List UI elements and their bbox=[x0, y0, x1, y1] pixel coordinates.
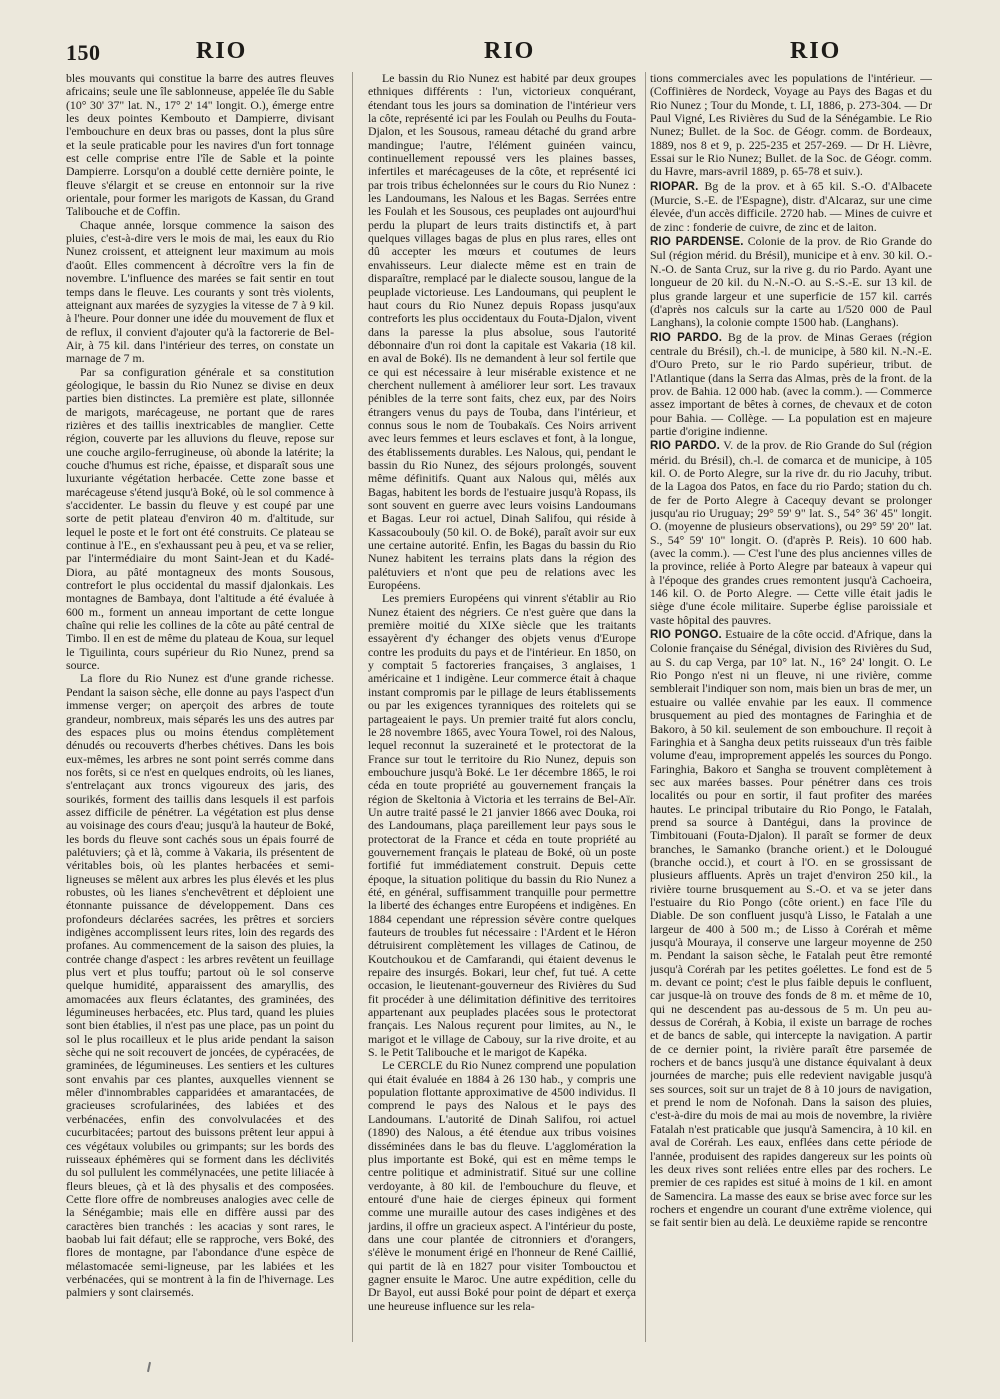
column-3 bbox=[650, 72, 932, 1352]
entry-headword: RIO PARDO. bbox=[650, 331, 723, 344]
running-head-right: RIO bbox=[790, 38, 842, 64]
entry-rio-pardo-rio-grande bbox=[650, 439, 932, 627]
column-1 bbox=[66, 72, 334, 1352]
entry-text: Bg de la prov. et à 65 kil. S.-O. d'Albacete (Murcie, S.-E. de l'Espagne), distr. d'Alcaraz, sur une cime élevée, d'un accès difficile. 2720 hab. — Mines de cuivre et de zinc : fonderie de cuivre, de zinc et de laiton. bbox=[650, 178, 932, 234]
entry-text: Colonie de la prov. de Rio Grande do Sul (région mérid. du Brésil), municipe et à env. 30 kil. O.-N.-O. de Santa Cruz, sur la rive g. du rio Pardo. Ayant une longueur de 20 kil. du N.-N.-O. au S.-S.-E. sur 13 kil. de plus grande largeur et une superficie de 157 kil. carrés (d'après nos calculs sur la carte au 1/520 000 de Paul Langhans), la colonie compte 1500 hab. (Langhans). bbox=[650, 234, 932, 330]
running-head-center: RIO bbox=[484, 38, 536, 64]
entry-headword: RIO PONGO. bbox=[650, 629, 722, 642]
column-divider bbox=[645, 72, 646, 1342]
entry-text: Bg de la prov. de Minas Geraes (région centrale du Brésil), ch.-l. de municipe, à 580 kil. N.-N.-E. d'Ouro Preto, sur le rio Pardo supérieur, tribut. de l'Atlantique (dans la Serra das Almas, près de la front. de la prov. de Bahia. 12 000 hab. (avec la comm.). — Commerce assez important de bêtes à cornes, de chevaux et de coton pour Bahia. — Collège. — La population est en majeure partie d'origine indienne. bbox=[650, 329, 932, 438]
column-divider bbox=[352, 72, 353, 1342]
paragraph: Chaque année, lorsque commence la saison des pluies, c'est-à-dire vers le mois de mai, les eaux du Rio Nunez croissent, et atteignent leur maximum au mois d'août. Elles commencent à décroître vers la fin de novembre. L'influence des marées se fait sentir en tout temps dans le fleuve. Les courants y sont très violents, atteignant aux marées de syzygies la vitesse de 7 à 9 kil. à l'heure. Pour donner une idée du mouvement de flux et de reflux, il convient d'ajouter qu'à la factorerie de Bel-Air, à 75 kil. dans l'intérieur des terres, on constate un marnage de 7 m. bbox=[66, 217, 334, 366]
entry-rio-pongo bbox=[650, 628, 932, 1229]
paragraph: Les premiers Européens qui vinrent s'établir au Rio Nunez étaient des négriers. Ce n'est guère que dans la première moitié du XIXe siècle que les traitants essayèrent d'y échanger des objets venus d'Europe contre les produits du pays et de l'intérieur. En 1850, on y comptait 5 factoreries françaises, 3 anglaises, 1 américaine et 1 indigène. Leur commerce était à chaque instant compromis par le pillage de leurs établissements ou par les exigences tyranniques des roitelets qui se partageaient le pays. Un premier traité fut alors conclu, le 28 novembre 1865, avec Youra Towel, roi des Nalous, lequel reconnut la suzeraineté et le protectorat de la France sur tout le territoire du Rio Nunez, depuis son embouchure jusqu'à Boké. Le 1er décembre 1865, le roi céda en toute propriété au gouvernement français la région de Skeltonia à Victoria et les terrains de Bel-Aïr. Un autre traité passé le 21 janvier 1866 avec Douka, roi des Landoumans, plaça pareillement leur pays sous le protectorat de la France et céda en toute propriété au gouvernement français le plateau de Boké, où un poste fortifié fut immédiatement construit. Depuis cette époque, la situation politique du bassin du Rio Nunez a été, en général, suffisamment tranquille pour permettre la liberté des échanges entre Européens et indigènes. En 1884 cependant une répression sévère contre quelques fauteurs de troubles fut nécessaire : l'Ardent et le Héron détruisirent complètement les villages de Catinou, de Koutchoukou et de Camfarandi, qui étaient devenus le repaire des insurgés. Bokari, leur chef, fut tué. A cette occasion, le lieutenant-gouverneur des Rivières du Sud fit procéder à une délimitation définitive des territoires appartenant aux peuplades placées sous le protectorat français. Les Nalous reçurent pour limites, au N., le marigot et le village de Cabouy, sur la rive droite, et au S. le Petit Talibouche et le marigot de Kapéka. bbox=[368, 591, 636, 1060]
stray-pencil-mark bbox=[147, 1362, 151, 1372]
paragraph: Le CERCLE du Rio Nunez comprend une population qui était évaluée en 1884 à 26 130 hab., y compris une population flottante approximative de 4500 individus. Il comprend le pays des Nalous et le pays des Landoumans. L'autorité de Dinah Salifou, roi actuel (1890) des Nalous, a été étendue aux tribus voisines disséminées dans le bas du fleuve. L'agglomération la plus importante est Boké, qui est en même temps le centre politique et administratif. Situé sur une colline verdoyante, à 80 kil. de l'embouchure du fleuve, et entouré d'une haie de cierges épineux qui forment comme une muraille autour des cases indigènes et des jardins, il offre un gracieux aspect. A l'intérieur du poste, dans une cour plantée de citronniers et d'orangers, s'élève le monument érigé en l'honneur de René Caillié, qui partit de là en 1827 pour visiter Tombouctou et gagner ensuite le Maroc. Une autre expédition, celle du Dr Bayol, eut aussi Boké pour point de départ et exerça une heureuse influence sur les rela- bbox=[368, 1058, 636, 1313]
entry-headword: RIO PARDO. bbox=[650, 440, 720, 453]
entry-riopar bbox=[650, 180, 932, 234]
running-head-left: RIO bbox=[196, 38, 248, 64]
entry-rio-pardo-minas bbox=[650, 331, 932, 439]
paragraph: Le bassin du Rio Nunez est habité par deux groupes ethniques différents : l'un, victorieux conquérant, étendant tous les jours sa domination de l'intérieur vers la côte, représenté ici par les Foulah ou Peulhs du Fouta-Djalon, et les Sousous, rameau détaché du grand arbre mandingue; l'autre, l'élément guinéen vaincu, continuellement repoussé vers les plaines basses, infertiles et marécageuses de la côte, et représenté ici par trois tribus échelonnées sur le cours du Rio Nunez : les Landoumans, les Nalous et les Bagas. Serrées entre les Foulah et les Sousous, ces peuplades ont aujourd'hui perdu la plupart de leurs traits distinctifs et, à part quelques villages bagas de plus en plus rares, elles ont dû accepter les mœurs et coutumes de leurs envahisseurs. Leur dialecte même est en train de disparaître, remplacé par le dialecte sousou, langue de la peuplade victorieuse. Les Landoumans, qui peuplent le haut cours du Rio Nunez depuis Ropass jusqu'aux contreforts les plus occidentaux du Fouta-Djalon, vivent dans la paresse la plus absolue, sous l'autorité débonnaire d'un roi dont la capitale est Vakaria (18 kil. en aval de Boké). Ils ne demandent à leur sol fertile que ce qui est nécessaire à leur misérable existence et ne cherchent nullement à améliorer leur sort. Les travaux pénibles de la terre sont faits, chez eux, par des Noirs étrangers venus du pays de Touba, dans l'intérieur, et connus sous le nom de Toubakaïs. Ces Noirs arrivent avec leurs femmes et leurs esclaves et font, à la longue, des établissements durables. Les Nalous, qui, pendant le bassin du Rio Nunez, des séjours prolongés, souvent même définitifs. Quant aux Nalous qui, mêlés aux Bagas, habitent les bords de l'estuaire jusqu'à Ropass, ils sont souvent en guerre avec leurs voisins Landoumans et Bagas. Leur roi actuel, Dinah Salifou, qui réside à Kassacoubouly (50 kil. O. de Boké), paraît avoir sur eux une certaine autorité. Enfin, les Bagas du bassin du Rio Nunez habitent les terrains plats dans la région des palétuviers et n'ont que peu de relations avec les Européens. bbox=[368, 72, 636, 593]
entry-text: V. de la prov. de Rio Grande do Sul (région mérid. du Brésil), ch.-l. de comarca et de municipe, à 105 kil. O. de Porto Alegre, sur la rive dr. du rio Jacuhy, tribut. de la Lagoa dos Patos, en face du rio Pardo; station du ch. de fer de Porto Alegre à Cacequy devant se prolonger jusqu'au rio Uruguay; 29° 59' 9" lat. S., 54° 36' 45" longit. O. (moyenne de plusieurs observations), ou 29° 59' 20" lat. S., 54° 59' 10" longit. O. (d'après P. Reis). 10 600 hab. (avec la comm.). — C'est l'une des plus anciennes villes de la province, reliée à Porto Alegre par bateaux à vapeur qui à l'époque des grandes crues remontent jusqu'à Cachoeira, 146 kil. O. de Porto Alegre. — Cette ville était jadis le siège d'une école militaire. Superbe église paroissiale et vaste hôpital des pauvres. bbox=[650, 438, 932, 627]
paragraph: La flore du Rio Nunez est d'une grande richesse. Pendant la saison sèche, elle donne au pays l'aspect d'un immense verger; on aperçoit des arbres de toute grandeur, nombreux, mais séparés les uns des autres par des espaces plus ou moins étendus complètement dénudés ou recouverts d'herbes chétives. Dans les bois eux-mêmes, les arbres ne sont point serrés comme dans nos forêts, si ce n'est en quelques endroits, où les lianes, s'entrelaçant aux troncs vigoureux des jaris, des sourikés, forment des taillis dans lesquels il est parfois assez difficile de pénétrer. La végétation est plus dense au voisinage des cours d'eau; jusqu'à la hauteur de Boké, les bords du fleuve sont cachés sous un épais fourré de palétuviers; çà et là, comme à Vakaria, ils présentent de véritables bois, où les plantes herbacées et semi-ligneuses se mêlent aux arbres les plus élevés et les plus robustes, où les lianes s'enchevêtrent et déploient une étonnante puissance de développement. Dans ces profondeurs déclarées sacrées, les prêtres et sorciers indigènes accomplissent leurs rites, loin des regards des profanes. Au commencement de la saison des pluies, la contrée change d'aspect : les arbres revêtent un feuillage plus vert et plus touffu; partout où le sol conserve quelque humidité, apparaissent des amaryllis, des amomacées aux fleurs éclatantes, des graminées, des légumineuses herbacées, etc. Plus tard, quand les pluies sont bien établies, il n'est pas une place, pas un point du sol le plus rocailleux et le plus aride pendant la saison sèche qui ne soit recouvert de joncées, de cypéracées, de graminées, de légumineuses. Les sentiers et les cultures sont envahis par ces plantes, auxquelles viennent se mêler d'innombrables capparidées et amarantacées, de gracieuses scrofularinées, des labiées et des verbénacées, enfin des convolvulacées et des cucurbitacées; partout des buissons prêtent leur appui à ces végétaux volubiles ou grimpants; sur les bords des ruisseaux éphémères qui se forment dans les déclivités du sol pullulent les commélynacées, une petite liliacée à fleurs bleues, çà et là des physalis et des composées. Cette flore offre de nombreuses analogies avec celle de la Sénégambie; mais elle en diffère aussi par des caractères bien tranchés : les acacias y sont rares, le baobab lui fait défaut; elle se rapproche, vers Boké, des flores de montagne, par l'abondance d'une espèce de mélastomacée semi-ligneuse, par les labiées et les verbénacées, qui se montrent à la fin de l'hivernage. Les palmiers y sont clairsemés. bbox=[66, 671, 334, 1300]
paragraph: bles mouvants qui constitue la barre des autres fleuves africains; seule une île sablonneuse, appelée île du Sable (10° 30' 37" lat. N., 17° 2' 14" longit. O.), émerge entre les deux pointes Kembouto et Dampierre, divisant l'embouchure en deux bras ou passes, dont la plus sûre et la seule praticable pour les navires d'un fort tonnage est celle comprise entre l'île de Sable et la pointe Dampierre. Lorsqu'on a doublé cette dernière pointe, le fleuve s'élargit et se creuse en entonnoir sur la rive orientale, pour former les marigots de Kassan, du Grand Talibouche et de Coffin. bbox=[66, 72, 334, 219]
entry-text: Estuaire de la côte occid. d'Afrique, dans la Colonie française du Sénégal, division des Rivières du Sud, au S. du cap Verga, par 10° lat. N., 16° 24' longit. O. Le Rio Pongo n'est ni un fleuve, ni une rivière, comme semblerait l'indiquer son nom, mais bien un bras de mer, un estuaire ou vallée envahie par les eaux. Il commence brusquement au pied des montagnes de Faringhia et de Bakoro, à 50 kil. seulement de son embouchure. Il reçoit à Faringhia et à Sangha deux petits ruisseaux d'un très faible volume d'eau, improprement appelés les sources du Pongo. Faringhia, Bakoro et Sangha se trouvent complètement à sec aux marées basses. Pour pénétrer dans ces trois localités ou pour en sortir, il faut profiter des marées hautes. Le principal tributaire du Rio Pongo, le Fatalah, prend sa source à Dantégui, dans la province de Timbitouani (Fouta-Djalon). Il paraît se former de deux branches, le Samanko (branche orient.) et le Dolougué (branche occid.), et court à l'O. en se grossissant de plusieurs affluents. Après un trajet d'environ 250 kil., la rivière tourne brusquement au S.-O. et va se jeter dans l'estuaire du Rio Pongo (côte orient.) en face l'île du Diable. De son confluent jusqu'à Lisso, le Fatalah a une largeur de 400 à 500 m.; de Lisso à Corérah et même jusqu'à Mouraya, il conserve une largeur moyenne de 250 m. Pendant la saison sèche, le Fatalah peut être remonté jusqu'à Corérah par les petites goélettes. Le fond est de 5 m. devant ce point; c'est le plus faible depuis le confluent, car jusque-là on trouve des fonds de 8 m. et même de 10, qui ne descendent pas au-dessous de 5 m. Un peu au-dessus de Corérah, à Kobia, il existe un barrage de roches et de bancs de sable, qui intercepte la navigation. A partir de ce dernier point, la rivière paraît être parsemée de rochers et de bancs jusqu'à une distance équivalant à deux journées de marche; puis elle redevient navigable jusqu'à ses sources, soit sur un trajet de 8 à 10 jours de navigation, et prend le nom de Nofonah. Dans la saison des pluies, c'est-à-dire du mois de mai au mois de novembre, la rivière Fatalah n'est praticable que jusqu'à Samencira, à 10 kil. en aval de Corérah. Les eaux, enflées dans cette période de l'année, produisent des rapides dangereux sur les points où les deux rives sont reliées entre elles par des rochers. Le premier de ces rapides est situé à moins de 1 kil. en amont de Samencira. La masse des eaux se brise avec force sur les rochers et engendre un courant d'une extrême violence, qui se fait sentir bien au delà. Le deuxième rapide se rencontre bbox=[650, 627, 932, 1230]
paragraph: Par sa configuration générale et sa constitution géologique, le bassin du Rio Nunez se divise en deux parties bien distinctes. La première est plate, sillonnée de marigots, marécageuse, ne portant que de rares rizières et des taillis inextricables de manglier. Cette région, couverte par les alluvions du fleuve, repose sur une couche argilo-ferrugineuse, où abonde la latérite; la couche d'humus est riche, épaisse, et disparaît sous une luxuriante végétation herbacée. Cette zone basse et marécageuse s'étend jusqu'à Boké, où le sol commence à s'accidenter. Le bassin du fleuve y est coupé par une sorte de petit plateau d'environ 40 m. d'altitude, sur lequel le poste et le fort ont été construits. Ce plateau se continue à l'E., en s'exhaussant peu à peu, et va se relier, par l'intermédiaire du mont Saint-Jean et du Kadé-Diora, au pâté montagneux des monts Sousous, contrefort le plus occidental du massif djalonkais. Les montagnes de Bambaya, dont l'altitude a été évaluée à 600 m., forment un anneau important de cette longue chaîne qui relie les collines de la côte au pâté central de Timbo. Il en est de même du plateau de Koua, sur lequel le Tiguilinta, cours supérieur du Rio Nunez, prend sa source. bbox=[66, 364, 334, 673]
column-2 bbox=[368, 72, 636, 1352]
entry-headword: RIO PARDENSE. bbox=[650, 236, 744, 249]
page-number: 150 bbox=[66, 40, 101, 65]
paragraph: tions commerciales avec les populations de l'intérieur. — (Coffinières de Nordeck, Voyage au Pays des Bagas et du Rio Nunez ; Tour du Monde, t. LI, 1886, p. 273-304. — Dr Paul Vigné, Les Rivières du Sud de la Sénégambie. Le Rio Nunez; Bullet. de la Soc. de Géogr. comm. de Bordeaux, 1889, nos 8 et 9, p. 225-235 et 257-269. — Dr H. Lièvre, Essai sur le Rio Nunez; Bullet. de la Soc. de Géogr. comm. du Havre, mars-avril 1889, p. 65-78 et suiv.). bbox=[650, 72, 932, 179]
entry-rio-pardense bbox=[650, 235, 932, 329]
entry-headword: RIOPAR. bbox=[650, 180, 699, 193]
